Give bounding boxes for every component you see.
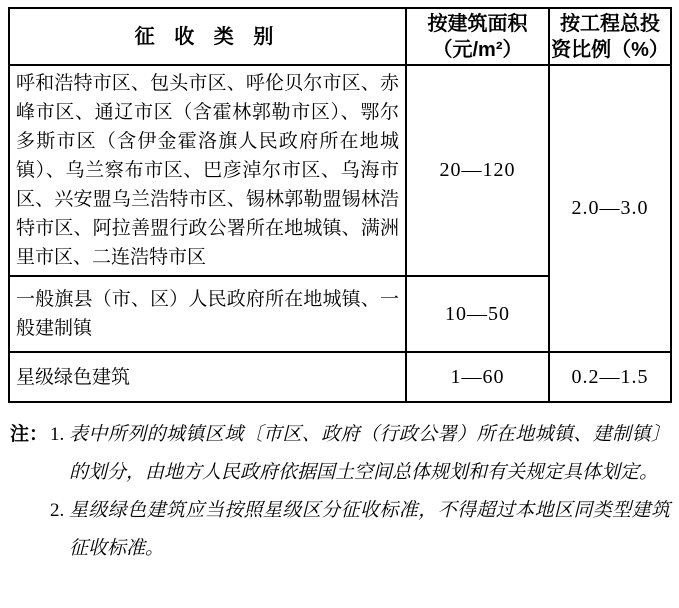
area-value-general-towns: 10—50 (406, 276, 549, 352)
collection-standards-table (8, 7, 672, 403)
notes-items (50, 416, 670, 568)
column-header-investment-ratio (549, 8, 671, 65)
table-row-green-building (9, 352, 671, 402)
note-1-text: 表中所列的城镇区域〔市区、政府（行政公署）所在地城镇、建制镇〕的划分，由地方人民政府依据国土空间总体规划和有关规定具体划定。 (69, 424, 670, 483)
note-2-number: 2. (50, 500, 65, 521)
ratio-value-green-building: 0.2—1.5 (549, 352, 671, 402)
ratio-value-merged: 2.0—3.0 (549, 65, 671, 352)
category-cell-city-districts: 呼和浩特市区、包头市区、呼伦贝尔市区、赤峰市区、通辽市区（含霍林郭勒市区）、鄂尔多斯市区（含伊金霍洛旗人民政府所在地城镇）、乌兰察布市区、巴彦淖尔市区、乌海市区、兴安盟乌兰浩特市区、锡林郭勒盟锡林浩特市区、阿拉善盟行政公署所在地城镇、满洲里市区、二连浩特市区 (9, 65, 406, 276)
category-cell-green-building: 星级绿色建筑 (9, 352, 406, 402)
notes-section (8, 416, 670, 568)
category-cell-general-towns: 一般旗县（市、区）人民政府所在地城镇、一般建制镇 (9, 276, 406, 352)
table-header-row (9, 8, 671, 65)
table-row-city-districts (9, 65, 671, 276)
column-header-building-area-line1: 按建筑面积 (427, 12, 528, 35)
note-2-text: 星级绿色建筑应当按照星级区分征收标准，不得超过本地区同类型建筑征收标准。 (69, 500, 670, 559)
note-item-1 (50, 416, 670, 492)
note-item-2 (50, 492, 670, 568)
notes-label: 注： (10, 424, 49, 445)
column-header-investment-ratio-line2: 资比例（%） (551, 38, 669, 61)
area-value-green-building: 1—60 (406, 352, 549, 402)
column-header-investment-ratio-line1: 按工程总投 (560, 12, 660, 35)
column-header-category (9, 8, 406, 65)
area-value-city-districts: 20—120 (406, 65, 549, 276)
column-header-building-area (406, 8, 549, 65)
column-header-building-area-line2: （元/m²） (432, 38, 523, 61)
notes-row (10, 416, 670, 568)
note-1-number: 1. (50, 424, 65, 445)
column-header-category-label: 征 收 类 别 (134, 25, 281, 48)
